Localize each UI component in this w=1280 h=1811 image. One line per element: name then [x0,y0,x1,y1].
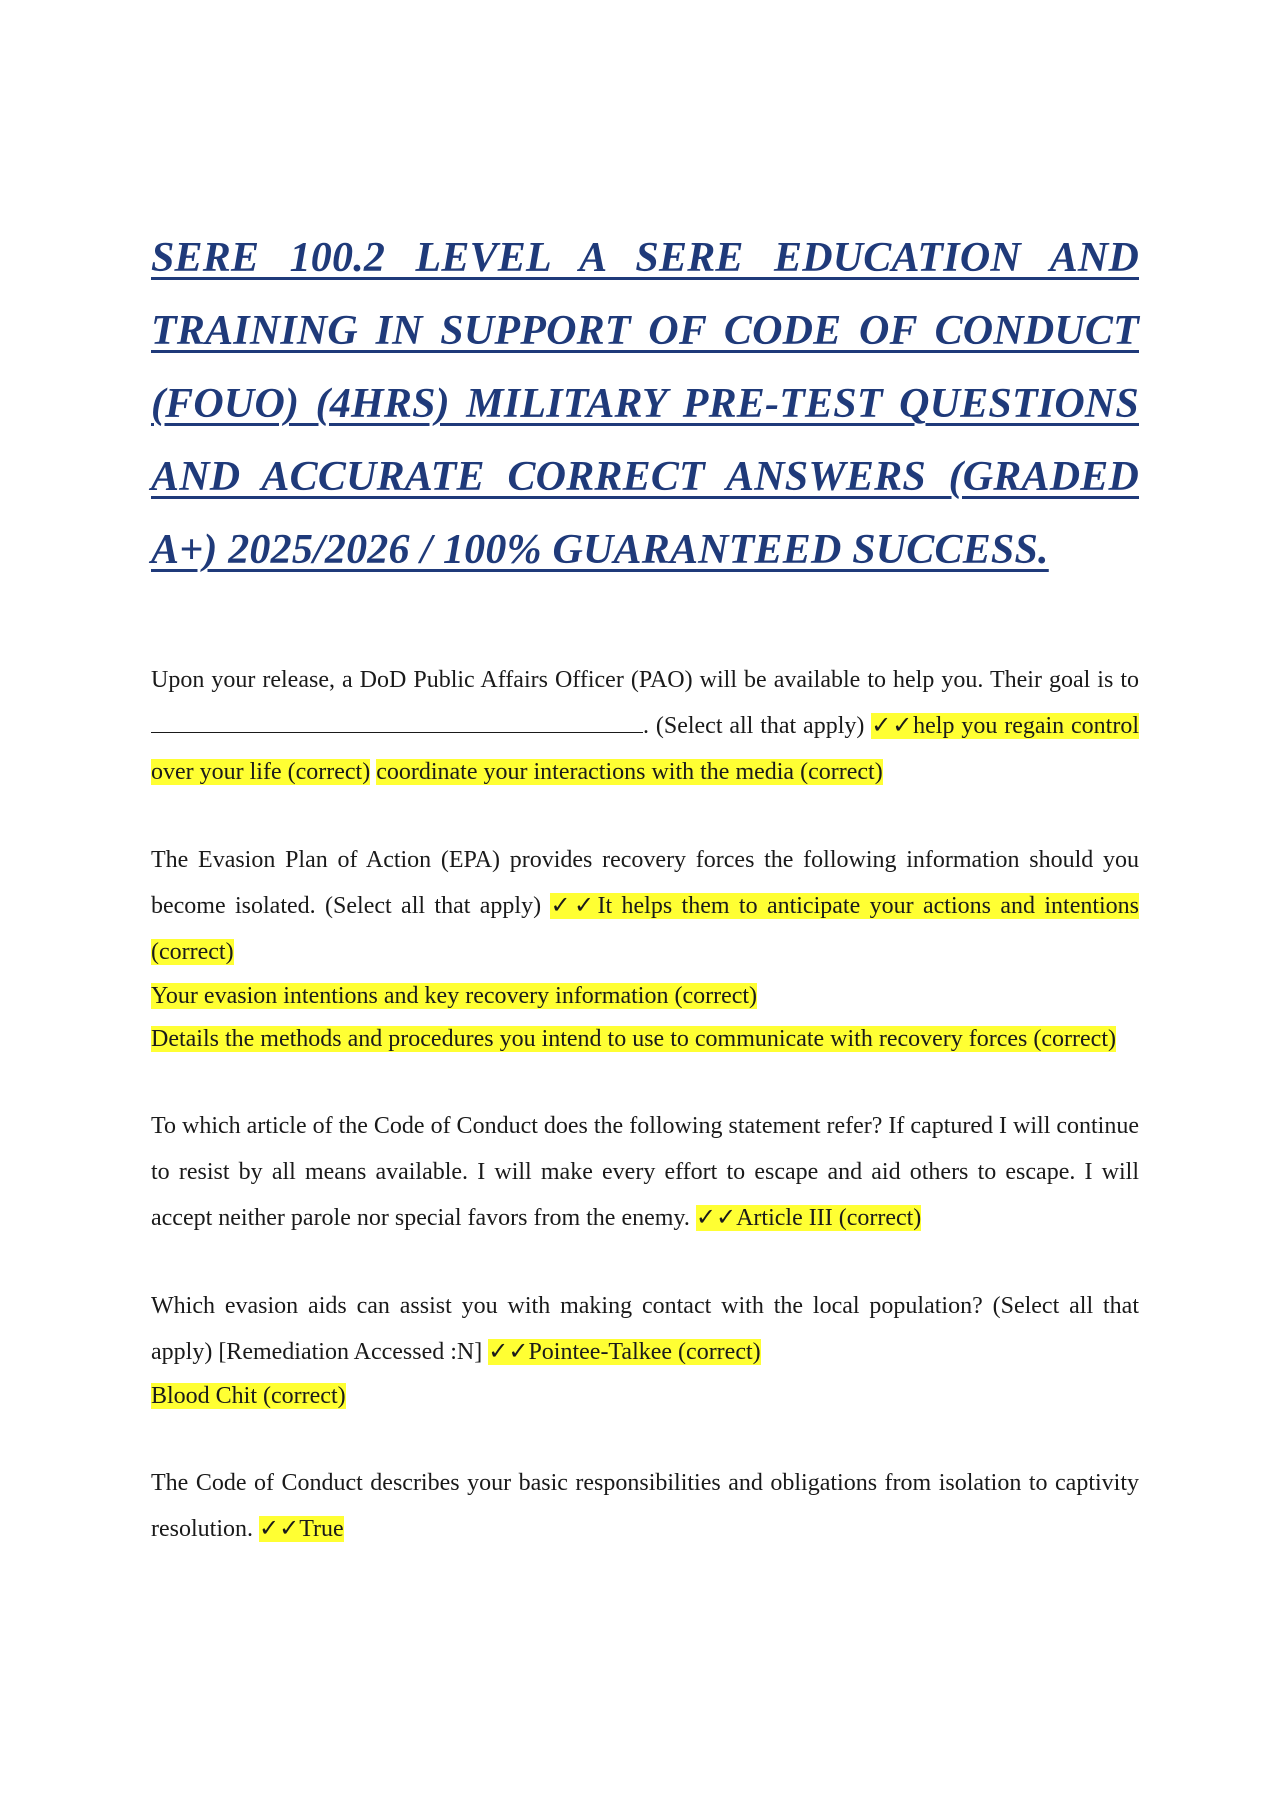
question-4-text: Which evasion aids can assist you with making contact with the local population? (Select all that apply) [Remediation Accessed :N] [151,1293,1139,1365]
question-4 [151,1283,1139,1418]
question-1-text-before-blank: Upon your release, a DoD Public Affairs Officer (PAO) will be available to help you. Their goal is to [151,667,1139,693]
question-3-answer-1: ✓✓Article III (correct) [695,1205,922,1231]
question-2-answer-1: ✓✓It helps them to anticipate your actions and intentions (correct) [151,893,1140,965]
question-2-answer-line-3 [151,1018,1139,1061]
question-2-text: The Evasion Plan of Action (EPA) provides recovery forces the following information should you become isolated. (Select all that apply) [151,847,1139,919]
question-2-answer-3: Details the methods and procedures you intend to use to communicate with recovery forces (correct) [151,1026,1116,1052]
question-4-answer-2: Blood Chit (correct) [151,1383,346,1409]
question-4-answer-line-2 [151,1375,1139,1418]
question-1-text-after-blank: . (Select all that apply) [643,713,865,739]
answer-blank [151,714,643,733]
question-2-answer-2: Your evasion intentions and key recovery information (correct) [151,983,758,1009]
question-5-text: The Code of Conduct describes your basic responsibilities and obligations from isolation to captivity resolution. [151,1470,1139,1542]
question-1 [151,657,1139,795]
question-list [151,657,1139,1552]
document-title: SERE 100.2 LEVEL A SERE EDUCATION AND TRAINING IN SUPPORT OF CODE OF CONDUCT (FOUO) (4HRS) MILITARY PRE-TEST QUESTIONS AND ACCURATE CORRECT ANSWERS (GRADED A+) 2025/2026 / 100% GUARANTEED SUCCESS. [151,235,1139,573]
question-1-answer-2: coordinate your interactions with the media (correct) [376,759,883,785]
question-2 [151,837,1139,1061]
question-4-answer-1: ✓✓Pointee-Talkee (correct) [488,1339,761,1365]
question-1-answer-1: ✓✓help you regain control over your life (correct) [151,713,1139,785]
question-2-answer-line-2 [151,975,1139,1018]
question-5 [151,1460,1139,1552]
document-page [151,222,1139,1594]
question-5-answer-1: ✓✓True [259,1516,344,1542]
question-3-text: To which article of the Code of Conduct does the following statement refer? If captured I will continue to resist by all means available. I will make every effort to escape and aid others to escape. I will accept neither parole nor special favors from the enemy. [151,1113,1139,1231]
question-3 [151,1103,1139,1241]
